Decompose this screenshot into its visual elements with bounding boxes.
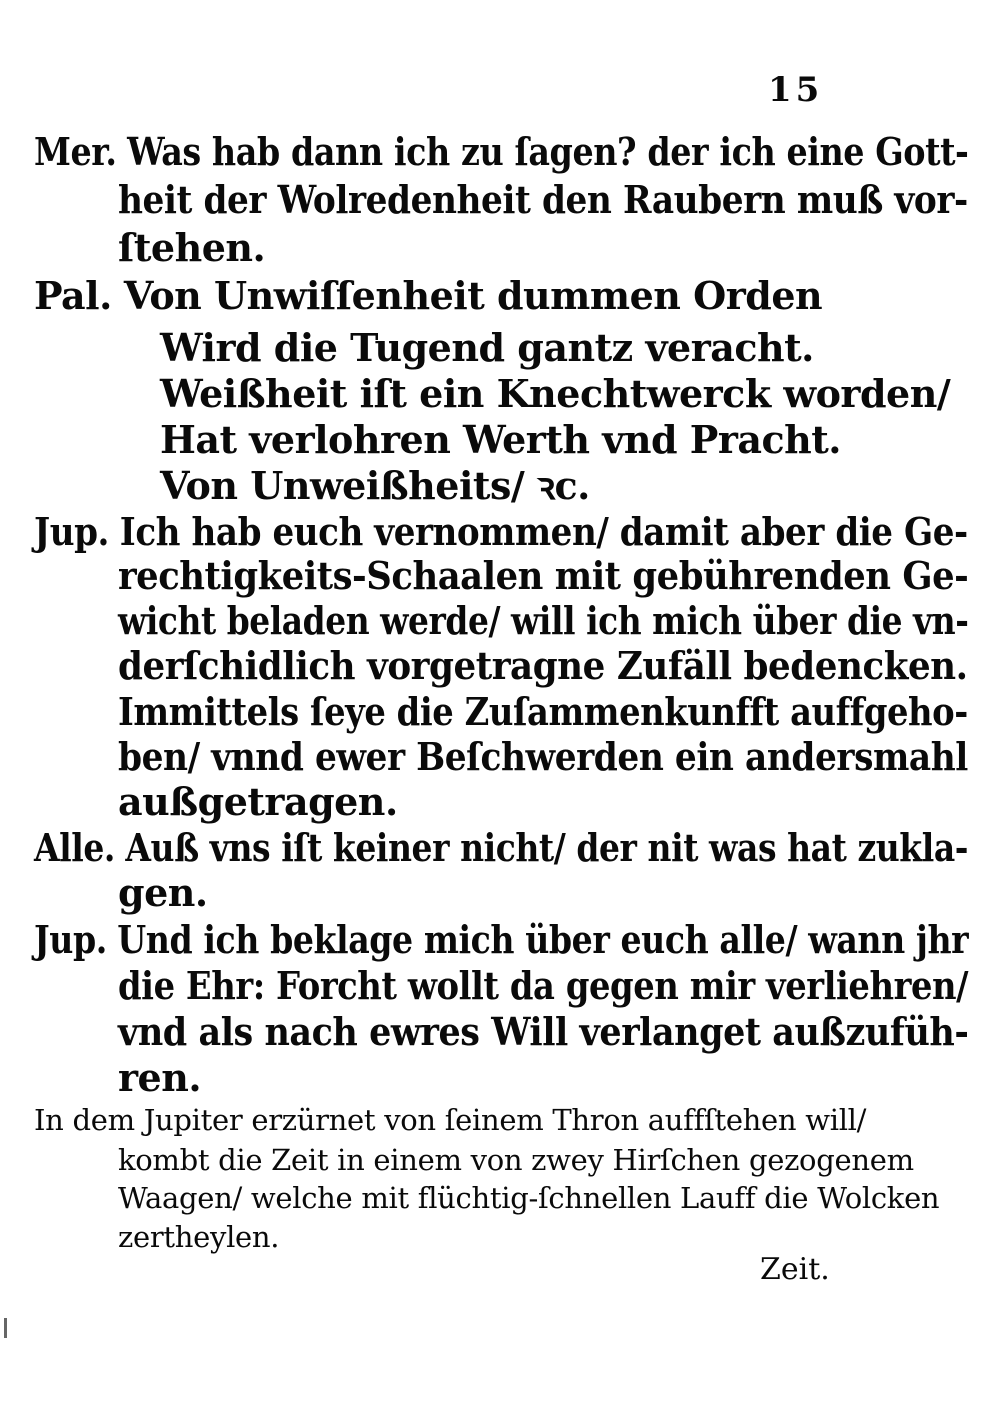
- dialogue-line: heit der Wolredenheit den Raubern muß vor-: [118, 177, 968, 222]
- catchword: Zeit.: [760, 1252, 830, 1287]
- dialogue-line: außgetragen.: [118, 779, 398, 824]
- dialogue-line: derſchidlich vorgetragne Zufäll bedencken.: [118, 643, 968, 688]
- page-number: 15: [768, 70, 824, 110]
- verse-line: Weißheit iſt ein Knechtwerck worden/: [160, 371, 951, 416]
- speaker-label: Pal.: [34, 273, 112, 318]
- stage-direction-line: In dem Jupiter erzürnet von ſeinem Thron auffſtehen will/: [34, 1103, 867, 1137]
- speaker-label: Jup.: [34, 917, 107, 962]
- verse-line: Hat verlohren Werth vnd Pracht.: [160, 417, 842, 462]
- verse-line: Von Unweißheits/ ꝛc.: [160, 463, 590, 508]
- dialogue-line: [34, 824, 968, 872]
- dialogue-line: [34, 272, 822, 320]
- dialogue-line: ſtehen.: [118, 225, 266, 270]
- dialogue-text: Und ich beklage mich über euch alle/ wann jhr: [117, 917, 969, 962]
- stage-direction-line: zertheylen.: [118, 1220, 280, 1254]
- dialogue-line: vnd als nach ewres Will verlanget außzufüh-: [118, 1009, 969, 1054]
- stage-direction-line: kombt die Zeit in einem von zwey Hirſchen gezogenem: [118, 1143, 914, 1177]
- verse-line: Wird die Tugend gantz veracht.: [160, 325, 814, 370]
- dialogue-line: wicht beladen werde/ will ich mich über die vn-: [118, 598, 969, 643]
- dialogue-text: Ich hab euch vernommen/ damit aber die Ge-: [119, 509, 968, 554]
- dialogue-line: [34, 508, 968, 556]
- speaker-label: Jup.: [34, 509, 109, 554]
- dialogue-text: Was hab dann ich zu ſagen? der ich eine Gott-: [127, 129, 969, 174]
- dialogue-line: Immittels ſeye die Zuſammenkunfft auffgeho-: [118, 689, 968, 734]
- stage-direction-line: Waagen/ welche mit flüchtig-ſchnellen Lauff die Wolcken: [118, 1181, 940, 1215]
- dialogue-line: [34, 916, 968, 964]
- dialogue-line: [34, 128, 968, 176]
- speaker-label: Mer.: [34, 129, 117, 174]
- dialogue-text: Auß vns iſt keiner nicht/ der nit was hat zukla-: [125, 825, 969, 870]
- dialogue-line: rechtigkeits-Schaalen mit gebührenden Ge-: [118, 553, 969, 598]
- dialogue-line: die Ehr: Forcht wollt da gegen mir verliehren/: [118, 963, 969, 1008]
- dialogue-line: ren.: [118, 1055, 202, 1100]
- dialogue-line: gen.: [118, 870, 208, 915]
- scan-edge-mark: [4, 1318, 7, 1338]
- speaker-label: Alle.: [34, 825, 115, 870]
- dialogue-line: ben/ vnnd ewer Beſchwerden ein andersmahl: [118, 734, 968, 779]
- dialogue-text: Von Unwiſſenheit dummen Orden: [123, 273, 823, 318]
